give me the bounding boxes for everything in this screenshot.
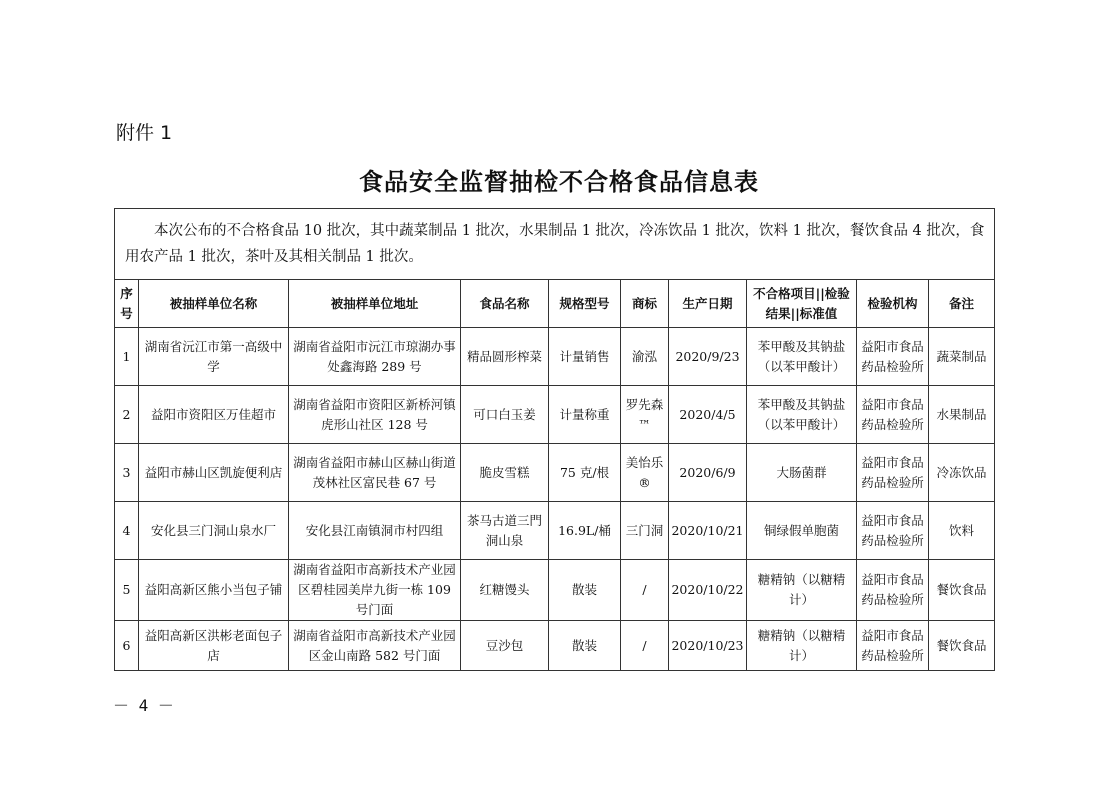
cell-brand: 罗先森™ bbox=[621, 386, 669, 444]
table-row bbox=[115, 621, 995, 671]
cell-brand: / bbox=[621, 560, 669, 621]
cell-note: 餐饮食品 bbox=[929, 560, 995, 621]
cell-agency: 益阳市食品药品检验所 bbox=[857, 386, 929, 444]
info-table bbox=[114, 208, 995, 671]
table-row bbox=[115, 328, 995, 386]
cell-food: 茶马古道三門洞山泉 bbox=[461, 502, 549, 560]
cell-no: 1 bbox=[115, 328, 139, 386]
cell-address: 安化县江南镇洞市村四组 bbox=[289, 502, 461, 560]
cell-note: 水果制品 bbox=[929, 386, 995, 444]
cell-unit: 益阳市资阳区万佳超市 bbox=[139, 386, 289, 444]
cell-date: 2020/10/21 bbox=[669, 502, 747, 560]
cell-date: 2020/4/5 bbox=[669, 386, 747, 444]
cell-no: 4 bbox=[115, 502, 139, 560]
cell-item: 苯甲酸及其钠盐（以苯甲酸计） bbox=[747, 328, 857, 386]
column-header: 食品名称 bbox=[461, 280, 549, 328]
cell-agency: 益阳市食品药品检验所 bbox=[857, 621, 929, 671]
cell-spec: 75 克/根 bbox=[549, 444, 621, 502]
cell-spec: 计量称重 bbox=[549, 386, 621, 444]
cell-note: 冷冻饮品 bbox=[929, 444, 995, 502]
cell-no: 5 bbox=[115, 560, 139, 621]
cell-agency: 益阳市食品药品检验所 bbox=[857, 328, 929, 386]
cell-food: 豆沙包 bbox=[461, 621, 549, 671]
cell-food: 红糖馒头 bbox=[461, 560, 549, 621]
cell-note: 餐饮食品 bbox=[929, 621, 995, 671]
cell-brand: 三门洞 bbox=[621, 502, 669, 560]
column-header: 被抽样单位地址 bbox=[289, 280, 461, 328]
cell-agency: 益阳市食品药品检验所 bbox=[857, 502, 929, 560]
cell-address: 湖南省益阳市资阳区新桥河镇虎形山社区 128 号 bbox=[289, 386, 461, 444]
cell-note: 饮料 bbox=[929, 502, 995, 560]
cell-date: 2020/9/23 bbox=[669, 328, 747, 386]
cell-food: 精品圆形榨菜 bbox=[461, 328, 549, 386]
column-header: 不合格项目||检验结果||标准值 bbox=[747, 280, 857, 328]
document-title: 食品安全监督抽检不合格食品信息表 bbox=[359, 168, 759, 196]
column-header: 检验机构 bbox=[857, 280, 929, 328]
summary-text: 本次公布的不合格食品 10 批次，其中蔬菜制品 1 批次，水果制品 1 批次，冷冻饮品 1 批次，饮料 1 批次，餐饮食品 4 批次，食用农产品 1 批次，茶叶及其相关制品 1 批次。 bbox=[115, 209, 995, 280]
cell-item: 铜绿假单胞菌 bbox=[747, 502, 857, 560]
cell-unit: 益阳高新区洪彬老面包子店 bbox=[139, 621, 289, 671]
column-header: 备注 bbox=[929, 280, 995, 328]
cell-food: 脆皮雪糕 bbox=[461, 444, 549, 502]
cell-address: 湖南省益阳市沅江市琼湖办事处鑫海路 289 号 bbox=[289, 328, 461, 386]
table-row bbox=[115, 502, 995, 560]
cell-item: 苯甲酸及其钠盐（以苯甲酸计） bbox=[747, 386, 857, 444]
cell-note: 蔬菜制品 bbox=[929, 328, 995, 386]
column-header: 商标 bbox=[621, 280, 669, 328]
cell-item: 大肠菌群 bbox=[747, 444, 857, 502]
cell-food: 可口白玉姜 bbox=[461, 386, 549, 444]
cell-brand: / bbox=[621, 621, 669, 671]
table-row bbox=[115, 444, 995, 502]
cell-spec: 散装 bbox=[549, 560, 621, 621]
cell-date: 2020/6/9 bbox=[669, 444, 747, 502]
cell-spec: 散装 bbox=[549, 621, 621, 671]
cell-date: 2020/10/23 bbox=[669, 621, 747, 671]
cell-agency: 益阳市食品药品检验所 bbox=[857, 444, 929, 502]
cell-no: 3 bbox=[115, 444, 139, 502]
cell-brand: 渝泓 bbox=[621, 328, 669, 386]
cell-agency: 益阳市食品药品检验所 bbox=[857, 560, 929, 621]
cell-unit: 湖南省沅江市第一高级中学 bbox=[139, 328, 289, 386]
cell-spec: 16.9L/桶 bbox=[549, 502, 621, 560]
cell-address: 湖南省益阳市高新技术产业园区金山南路 582 号门面 bbox=[289, 621, 461, 671]
cell-spec: 计量销售 bbox=[549, 328, 621, 386]
cell-date: 2020/10/22 bbox=[669, 560, 747, 621]
cell-item: 糖精钠（以糖精计） bbox=[747, 560, 857, 621]
cell-unit: 益阳高新区熊小当包子铺 bbox=[139, 560, 289, 621]
attachment-label: 附件 1 bbox=[116, 122, 173, 144]
table-header-row bbox=[115, 280, 995, 328]
cell-address: 湖南省益阳市赫山区赫山街道茂林社区富民巷 67 号 bbox=[289, 444, 461, 502]
column-header: 被抽样单位名称 bbox=[139, 280, 289, 328]
column-header: 规格型号 bbox=[549, 280, 621, 328]
cell-address: 湖南省益阳市高新技术产业园区碧桂园美岸九街一栋 109 号门面 bbox=[289, 560, 461, 621]
table-row bbox=[115, 560, 995, 621]
cell-item: 糖精钠（以糖精计） bbox=[747, 621, 857, 671]
cell-brand: 美怡乐® bbox=[621, 444, 669, 502]
page-number: － 4 － bbox=[113, 696, 174, 715]
column-header: 序号 bbox=[115, 280, 139, 328]
cell-no: 2 bbox=[115, 386, 139, 444]
cell-unit: 安化县三门洞山泉水厂 bbox=[139, 502, 289, 560]
cell-unit: 益阳市赫山区凯旋便利店 bbox=[139, 444, 289, 502]
cell-no: 6 bbox=[115, 621, 139, 671]
column-header: 生产日期 bbox=[669, 280, 747, 328]
table-row bbox=[115, 386, 995, 444]
